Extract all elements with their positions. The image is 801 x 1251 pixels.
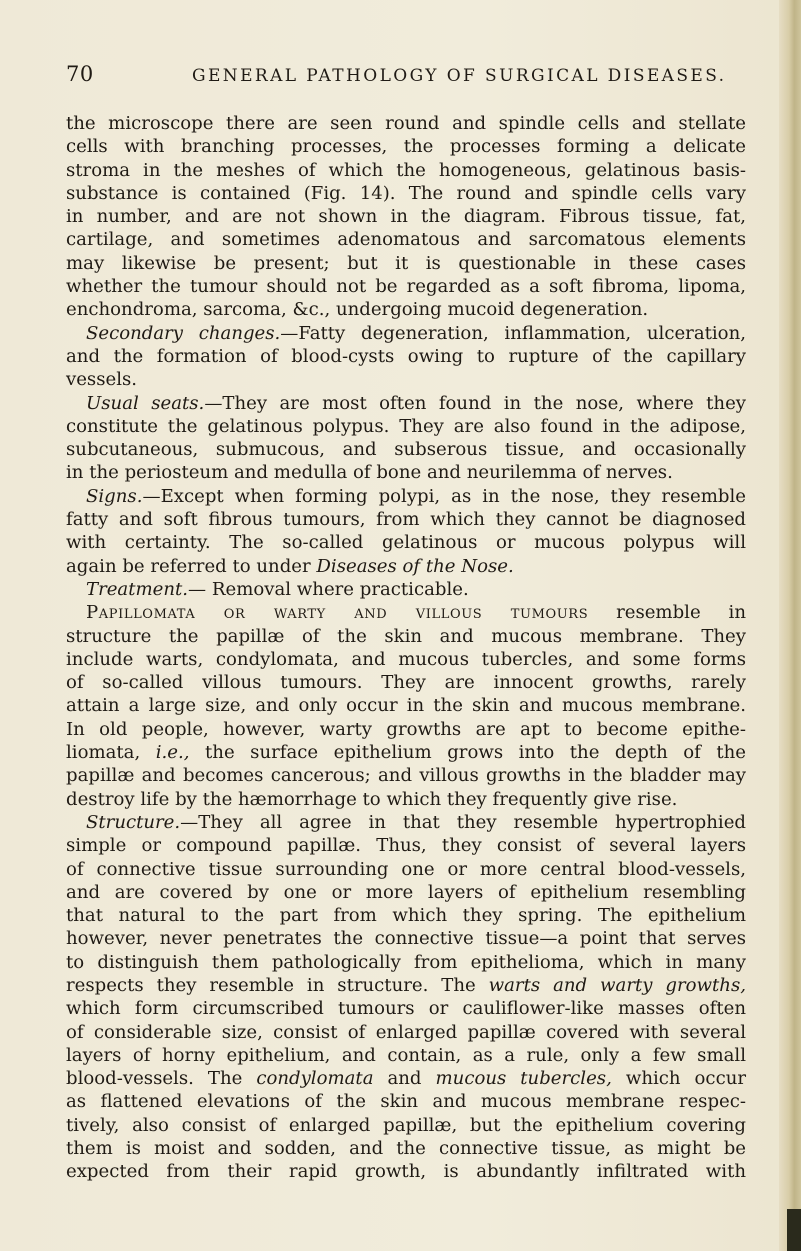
text-segment: of connective tissue surrounding one or more central blood-vessels, <box>66 858 746 880</box>
text-segment: — Removal where practicable. <box>188 578 469 600</box>
text-segment: and the formation of blood-cysts owing to rupture of the capillary <box>66 345 746 367</box>
text-segment: expected from their rapid growth, is abundantly infiltrated with <box>66 1161 746 1183</box>
text-line <box>66 1160 746 1183</box>
page-header <box>66 62 746 90</box>
italic-text: warts and warty growths, <box>488 974 746 996</box>
text-line <box>66 601 746 624</box>
text-line <box>66 322 746 345</box>
text-line <box>66 718 746 741</box>
text-segment: and are covered by one or more layers of epithelium resembling <box>66 881 746 903</box>
text-line <box>66 485 746 508</box>
text-line <box>66 275 746 298</box>
text-segment: respects they resemble in structure. The <box>66 974 489 996</box>
text-line <box>66 881 746 904</box>
text-segment: subcutaneous, submucous, and subserous tissue, and occasionally <box>66 439 746 461</box>
text-line <box>66 205 746 228</box>
text-segment: —Fatty degeneration, inflammation, ulceration, <box>280 322 746 344</box>
text-segment: —They all agree in that they resemble hypertrophied <box>180 811 746 833</box>
text-line <box>66 811 746 834</box>
italic-text: Treatment. <box>86 578 189 600</box>
text-segment: in the periosteum and medulla of bone and neurilemma of nerves. <box>66 462 673 484</box>
text-line <box>66 1044 746 1067</box>
text-segment: to distinguish them pathologically from epithelioma, which in many <box>66 951 746 973</box>
italic-text: Secondary changes. <box>86 322 281 344</box>
text-line <box>66 1067 746 1090</box>
text-line <box>66 927 746 950</box>
text-segment: stroma in the meshes of which the homogeneous, gelatinous basis- <box>66 159 746 181</box>
text-segment: papillæ and becomes cancerous; and villous growths in the bladder may <box>66 765 746 787</box>
text-line <box>66 555 746 578</box>
italic-text: i.e., <box>155 742 190 764</box>
text-segment: constitute the gelatinous polypus. They are also found in the adipose, <box>66 415 746 437</box>
italic-text: Signs. <box>86 485 143 507</box>
text-segment: in number, and are not shown in the diagram. Fibrous tissue, fat, <box>66 206 746 228</box>
text-line <box>66 159 746 182</box>
text-line <box>66 671 746 694</box>
page-edge <box>779 0 801 1251</box>
text-segment: again be referred to under <box>66 555 317 577</box>
text-line <box>66 228 746 251</box>
text-segment: structure the papillæ of the skin and mucous membrane. They <box>66 625 746 647</box>
text-segment: tively, also consist of enlarged papillæ, but the epithelium covering <box>66 1114 746 1136</box>
text-segment: which occur <box>611 1068 746 1090</box>
text-segment: substance is contained (Fig. 14). The round and spindle cells vary <box>66 182 746 204</box>
text-segment: however, never penetrates the connective tissue—a point that serves <box>66 928 746 950</box>
text-line <box>66 298 746 321</box>
text-line <box>66 578 746 601</box>
text-line <box>66 392 746 415</box>
text-line <box>66 834 746 857</box>
italic-text: condylomata <box>256 1068 374 1090</box>
text-line <box>66 648 746 671</box>
text-line <box>66 974 746 997</box>
text-line <box>66 788 746 811</box>
text-line <box>66 1021 746 1044</box>
text-line <box>66 764 746 787</box>
text-line <box>66 345 746 368</box>
text-line <box>66 951 746 974</box>
text-segment: vessels. <box>66 369 138 391</box>
text-line <box>66 438 746 461</box>
text-line <box>66 461 746 484</box>
text-segment: whether the tumour should not be regarded as a soft fibroma, lipoma, <box>66 276 746 298</box>
text-segment: —They are most often found in the nose, where they <box>204 392 746 414</box>
text-segment: enchondroma, sarcoma, &c., undergoing mucoid degeneration. <box>66 299 649 321</box>
text-segment: the microscope there are seen round and spindle cells and stellate <box>66 113 746 134</box>
text-segment: them is moist and sodden, and the connective tissue, as might be <box>66 1138 746 1160</box>
text-segment: may likewise be present; but it is questionable in these cases <box>66 252 746 274</box>
italic-text: Structure. <box>86 811 181 833</box>
text-line <box>66 1114 746 1137</box>
text-line <box>66 858 746 881</box>
text-line <box>66 625 746 648</box>
text-line <box>66 182 746 205</box>
text-line <box>66 997 746 1020</box>
text-segment: blood-vessels. The <box>66 1068 257 1090</box>
text-line <box>66 112 746 135</box>
body-text <box>66 112 746 1184</box>
text-line <box>66 531 746 554</box>
text-segment: cells with branching processes, the processes forming a delicate <box>66 136 746 158</box>
text-segment: and <box>373 1068 436 1090</box>
text-line <box>66 252 746 275</box>
page-edge-mark <box>787 1209 801 1251</box>
text-line <box>66 368 746 391</box>
italic-text: mucous tubercles, <box>435 1068 612 1090</box>
text-segment: attain a large size, and only occur in the skin and mucous membrane. <box>66 695 746 717</box>
text-segment: cartilage, and sometimes adenomatous and sarcomatous elements <box>66 229 746 251</box>
text-segment: of considerable size, consist of enlarged papillæ covered with several <box>66 1021 746 1043</box>
text-segment: layers of horny epithelium, and contain, as a rule, only a few small <box>66 1044 746 1066</box>
text-segment: that natural to the part from which they spring. The epithelium <box>66 905 746 927</box>
text-segment: destroy life by the hæmorrhage to which they frequently give rise. <box>66 788 678 810</box>
text-segment: the surface epithelium grows into the depth of the <box>189 742 746 764</box>
text-segment: In old people, however, warty growths are apt to become epithe- <box>66 718 746 740</box>
text-segment: include warts, condylomata, and mucous tubercles, and some forms <box>66 648 746 670</box>
text-line <box>66 694 746 717</box>
text-segment: —Except when forming polypi, as in the nose, they resemble <box>142 485 746 507</box>
text-line <box>66 1090 746 1113</box>
text-line <box>66 904 746 927</box>
text-segment: with certainty. The so-called gelatinous or mucous polypus will <box>66 532 746 554</box>
text-line <box>66 508 746 531</box>
text-segment: of so-called villous tumours. They are innocent growths, rarely <box>66 672 746 694</box>
text-segment: as flattened elevations of the skin and mucous membrane respec- <box>66 1091 746 1113</box>
text-line <box>66 135 746 158</box>
page-number: 70 <box>66 62 94 86</box>
text-segment: resemble in <box>588 602 746 624</box>
small-caps-heading: Papillomata or warty and villous tumours <box>86 602 589 624</box>
italic-text: Usual seats. <box>86 392 205 414</box>
italic-text: Diseases of the Nose. <box>316 555 514 577</box>
text-line <box>66 415 746 438</box>
text-segment: simple or compound papillæ. Thus, they consist of several layers <box>66 835 746 857</box>
running-title: GENERAL PATHOLOGY OF SURGICAL DISEASES. <box>192 66 727 86</box>
text-segment: fatty and soft fibrous tumours, from which they cannot be diagnosed <box>66 509 746 531</box>
text-segment: liomata, <box>66 742 156 764</box>
text-line <box>66 1137 746 1160</box>
text-segment: which form circumscribed tumours or cauliflower-like masses often <box>66 998 746 1020</box>
text-line <box>66 741 746 764</box>
